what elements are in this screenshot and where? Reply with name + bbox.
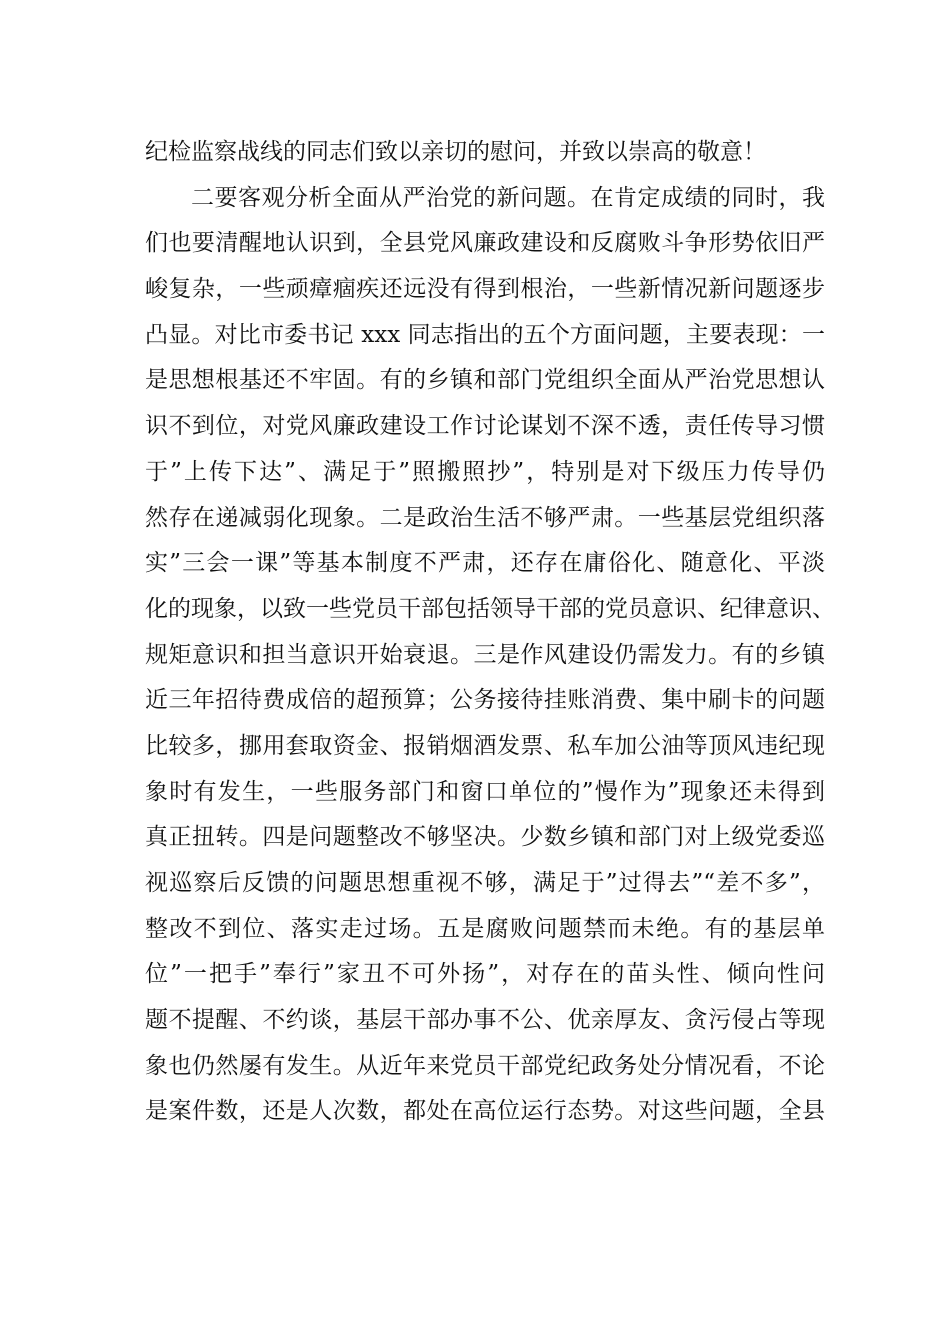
text-line: 象时有发生，一些服务部门和窗口单位的”慢作为”现象还未得到 bbox=[145, 778, 825, 805]
text-line: 于”上传下达”、满足于”照搬照抄”，特别是对下级压力传导仍 bbox=[145, 458, 825, 485]
body-text bbox=[145, 130, 835, 1135]
text-line: 纪检监察战线的同志们致以亲切的慰问，并致以崇高的敬意！ bbox=[145, 139, 766, 165]
text-line: 实”三会一课”等基本制度不严肃，还存在庸俗化、随意化、平淡 bbox=[145, 550, 825, 577]
text-line: 视巡察后反馈的问题思想重视不够，满足于”过得去”“差不多”， bbox=[145, 870, 825, 896]
text-line: 然存在递减弱化现象。二是政治生活不够严肃。一些基层党组织落 bbox=[145, 504, 825, 531]
text-line: 整改不到位、落实走过场。五是腐败问题禁而未绝。有的基层单 bbox=[145, 915, 825, 942]
text-line: 象也仍然屡有发生。从近年来党员干部党纪政务处分情况看，不论 bbox=[145, 1052, 825, 1079]
text-line: 位”一把手”奉行”家丑不可外扬”，对存在的苗头性、倾向性问 bbox=[145, 961, 825, 988]
text-line: 真正扭转。四是问题整改不够坚决。少数乡镇和部门对上级党委巡 bbox=[145, 824, 825, 851]
text-line: 题不提醒、不约谈，基层干部办事不公、优亲厚友、贪污侵占等现 bbox=[145, 1007, 825, 1034]
text-line: 规矩意识和担当意识开始衰退。三是作风建设仍需发力。有的乡镇 bbox=[145, 641, 825, 668]
text-line: 近三年招待费成倍的超预算；公务接待挂账消费、集中刷卡的问题 bbox=[145, 687, 825, 714]
text-line: 是思想根基还不牢固。有的乡镇和部门党组织全面从严治党思想认 bbox=[145, 367, 825, 394]
text-line: 凸显。对比市委书记 xxx 同志指出的五个方面问题，主要表现：一 bbox=[145, 321, 825, 348]
text-line: 峻复杂，一些顽瘴痼疾还远没有得到根治，一些新情况新问题逐步 bbox=[145, 276, 825, 303]
text-line: 化的现象，以致一些党员干部包括领导干部的党员意识、纪律意识、 bbox=[145, 595, 835, 622]
text-line: 比较多，挪用套取资金、报销烟酒发票、私车加公油等顶风违纪现 bbox=[145, 732, 825, 759]
text-line: 是案件数，还是人次数，都处在高位运行态势。对这些问题，全县 bbox=[145, 1098, 825, 1125]
text-line: 们也要清醒地认识到，全县党风廉政建设和反腐败斗争形势依旧严 bbox=[145, 230, 825, 257]
paragraph-first-line: 二要客观分析全面从严治党的新问题。在肯定成绩的同时，我 bbox=[191, 184, 825, 211]
text-line: 识不到位，对党风廉政建设工作讨论谋划不深不透，责任传导习惯 bbox=[145, 413, 825, 440]
